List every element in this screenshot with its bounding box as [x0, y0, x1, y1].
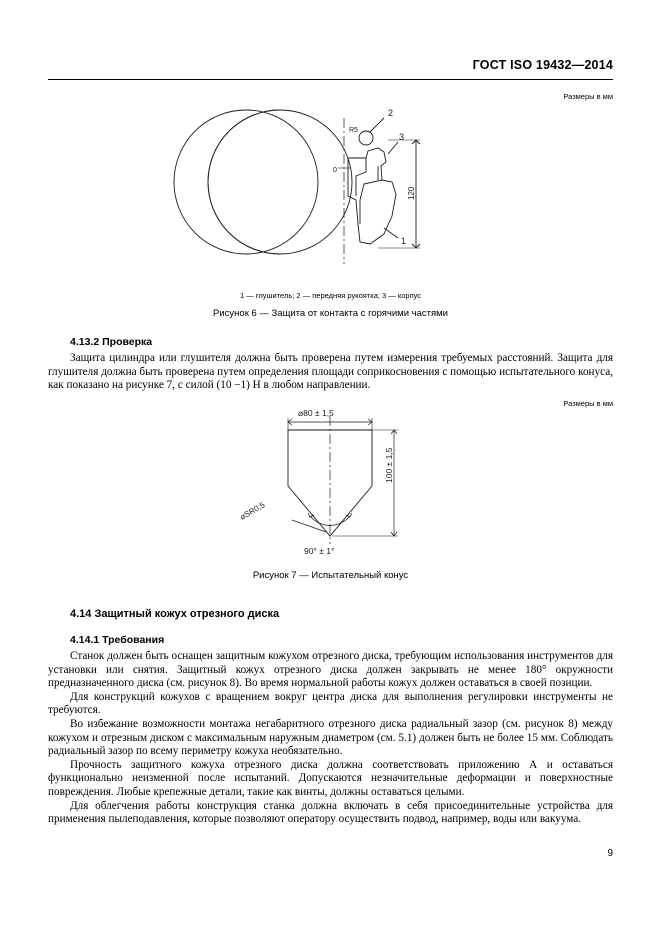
figure-6-caption: Рисунок 6 — Защита от контакта с горячими частями	[213, 308, 448, 319]
heading-4-13-2: 4.13.2 Проверка	[70, 336, 153, 348]
figure7-radius-label: ⌀SR0,5	[238, 500, 267, 522]
dimensions-note-figure6: Размеры в мм	[563, 92, 613, 101]
figure-7-caption: Рисунок 7 — Испытательный конус	[252, 570, 409, 581]
paragraph-4-14-1-5: Для облегчения работы конструкция станка должна включать в себя присоединительные устройства для применения пылеподавления, которые позволяют оператору осуществить подвод, например, воды или вакуума.	[48, 799, 613, 826]
figure7-angle-label: 90° ± 1°	[304, 546, 335, 556]
header-divider	[48, 79, 613, 80]
paragraph-4-14-1-1: Станок должен быть оснащен защитным кожухом отрезного диска, требующим использования инструментов для установки или снятия. Защитный кожух отрезного диска должен закрывать не менее 180° окружности предназначенного диска (см. рисунок 8). Во время нормальной работы кожух должен оставаться в своей позиции.	[48, 650, 613, 690]
figure-7-drawing	[180, 408, 480, 568]
dimensions-note-figure7: Размеры в мм	[563, 399, 613, 408]
figure6-callout-3: 3	[399, 132, 405, 142]
heading-4-14: 4.14 Защитный кожух отрезного диска	[70, 608, 280, 620]
figure7-height-label: 100 ± 1,5	[384, 447, 394, 483]
heading-4-14-1: 4.14.1 Требования	[70, 634, 165, 646]
paragraph-4-14-1-2: Для конструкций кожухов с вращением вокруг центра диска для выполнения регулировки инструменты не требуются.	[48, 690, 613, 717]
section-4-13-2	[48, 336, 613, 393]
figure6-dim-120: 120	[407, 186, 416, 200]
figure6-dim-0: 0	[333, 167, 337, 174]
figure-6-legend: 1 — глушитель; 2 — передняя рукоятка; 3 — корпус	[239, 291, 422, 300]
paragraph-4-13-2-1: Защита цилиндра или глушителя должна быть проверена путем измерения требуемых расстояний. Защита для глушителя должна быть проверена путем определения площади соприкосновения с помощью испытательного конуса, как показано на рисунке 7, с силой (10 −1) Н в любом направлении.	[48, 352, 613, 392]
figure7-diameter-label: ⌀80 ± 1,5	[298, 408, 334, 418]
paragraph-4-14-1-4: Прочность защитного кожуха отрезного диска должна соответствовать приложению А и оставаться функционально неизменной после испытаний. Допускаются незначительные деформации и поверхностные повреждения. Любые крепежные детали, такие как винты, должны оставаться целыми.	[48, 758, 613, 798]
section-4-14	[48, 608, 613, 827]
figure-6-drawing	[48, 104, 613, 284]
figure6-dim-r5: R5	[349, 127, 358, 134]
page-number: 9	[607, 848, 613, 859]
figure-7-svg	[180, 408, 480, 568]
figure6-callout-1: 1	[401, 236, 407, 246]
figure6-callout-2: 2	[388, 108, 394, 118]
figure-6-svg	[48, 104, 613, 284]
page-header: ГОСТ ISO 19432—2014	[472, 58, 613, 72]
paragraph-4-14-1-3: Во избежание возможности монтажа негабаритного отрезного диска радиальный зазор (см. рисунок 8) между кожухом и отрезным диском с максимальным наружным диаметром (см. 5.1) должен быть не более 15 мм. Соблюдать радиальный зазор по всему периметру кожуха необязательно.	[48, 717, 613, 758]
